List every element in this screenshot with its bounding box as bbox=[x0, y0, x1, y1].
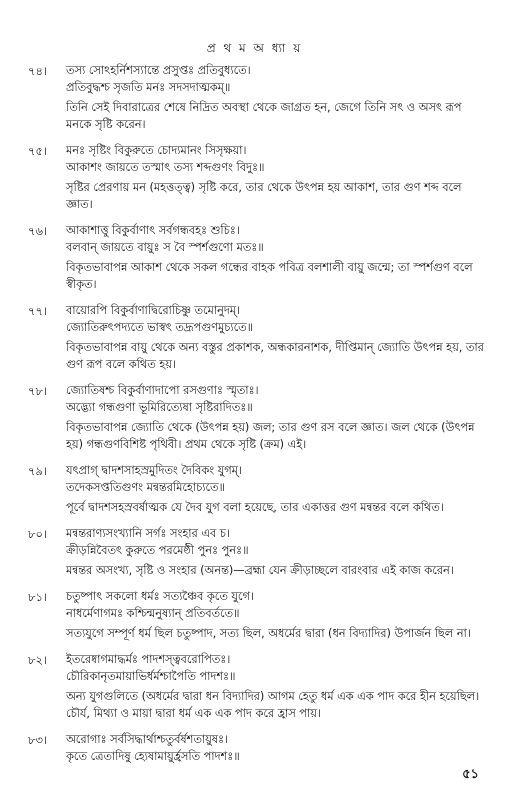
sanskrit-line: বলবান্ জায়তে বায়ুঃ স বৈ স্পর্শগুণো মতঃ॥ bbox=[66, 241, 264, 254]
verse-7 bbox=[28, 525, 488, 579]
sanskrit-line: মন্বন্তরাণ্যসংখ্যানি সর্গঃ সংহার এব চ। bbox=[66, 527, 230, 540]
verse-number: ৭৬। bbox=[28, 224, 48, 238]
bengali-translation: বিকৃতভাবাপন্ন জ্যোতি থেকে (উৎপন্ন হয়) জল; তার গুণ রস বলে জ্ঞাত। জল থেকে (উৎপন্ন হয়) গন্ধগুণবিশিষ্ট পৃথিবী। প্রথম থেকে সৃষ্টি (ক্রম) এই। bbox=[66, 421, 475, 451]
verse-8 bbox=[28, 588, 488, 642]
bengali-translation: বিকৃতভাবাপন্ন বায়ু থেকে অন্য বস্তুর প্রকাশক, অন্ধকারনাশক, দীপ্তিমান্ জ্যোতি উৎপন্ন হয়, তার গুণ রূপ বলে কথিত হয়। bbox=[66, 341, 484, 371]
sanskrit-line: প্রতিবুদ্ধশ্চ সৃজতি মনঃ সদসদাত্মকম্॥ bbox=[66, 81, 231, 94]
verse-9 bbox=[28, 651, 488, 722]
verse-body bbox=[66, 62, 488, 133]
sanskrit-line: কৃতে ত্রেতাদিষু হ্যেষামায়ুর্হ্রসতি পাদশঃ॥ bbox=[66, 750, 240, 763]
verse-body bbox=[66, 462, 488, 516]
sanskrit-line: নাধর্মেণাগমঃ কশ্চিন্মনুষ্যান্ প্রতিবর্ততে॥ bbox=[66, 607, 240, 620]
verse-body bbox=[66, 222, 488, 293]
verse-body bbox=[66, 142, 488, 213]
verse-number: ৮২। bbox=[28, 653, 48, 667]
bengali-translation: অন্য যুগগুলিতে (অধর্মের দ্বারা ধন বিদ্যাদির) আগম হেতু ধর্ম এক এক পাদ করে হীন হয়েছিল। চৌর্য, মিথ্যা ও মায়া দ্বারা ধর্ম এক এক পাদ করে হ্রাস পায়। bbox=[66, 690, 480, 720]
verse-number: ৭৮। bbox=[28, 384, 48, 398]
bengali-translation: সৃষ্টির প্রেরণায় মন (মহত্তত্ত্ব) সৃষ্টি করে, তার থেকে উৎপন্ন হয় আকাশ, তার গুণ শব্দ বলে জ্ঞাত। bbox=[66, 181, 462, 211]
verse-number: ৭৯। bbox=[28, 464, 48, 478]
bengali-translation: বিকৃতভাবাপন্ন আকাশ থেকে সকল গন্ধের বাহক পবিত্র বলশালী বায়ু জন্মে; তা স্পর্শগুণ বলে স্বীকৃত। bbox=[66, 261, 473, 291]
verse-body bbox=[66, 731, 488, 765]
bengali-translation: পূর্বে দ্বাদশসহস্রবর্ষাত্মক যে দৈব যুগ বলা হয়েছে, তার একাত্তর গুণ মন্বন্তর বলে কথিত। bbox=[66, 501, 444, 514]
verse-body bbox=[66, 588, 488, 642]
sanskrit-line: মনঃ সৃষ্টিং বিকুরুতে চোদ্যমানং সিসৃক্ষয়া। bbox=[66, 144, 247, 157]
verse-number: ৭৭। bbox=[28, 304, 48, 318]
verse-number: ৮১। bbox=[28, 590, 48, 604]
sanskrit-line: বায়োরপি বিকুর্বাণাদ্বিরোচিষ্ণু তমোনুদম্। bbox=[66, 304, 241, 317]
verse-number: ৭৪। bbox=[28, 64, 48, 78]
verse-number: ৭৫। bbox=[28, 144, 48, 158]
verse-body bbox=[66, 525, 488, 579]
verse-number: ৮০। bbox=[28, 527, 48, 541]
verse-2 bbox=[28, 142, 488, 213]
bengali-translation: সত্যযুগে সম্পূর্ণ ধর্ম ছিল চতুষ্পাদ, সত্য ছিল, অধর্মের দ্বারা (ধন বিদ্যাদির) উপার্জন ছিল না। bbox=[66, 627, 471, 640]
sanskrit-line: জ্যোতিষশ্চ বিকুর্বাণাদাপো রসগুণাঃ স্মৃতাঃ। bbox=[66, 384, 259, 397]
verse-5 bbox=[28, 382, 488, 453]
sanskrit-line: চতুষ্পাৎ সকলো ধর্মঃ সত্যঞ্চৈব কৃতে যুগে। bbox=[66, 590, 254, 603]
verse-body bbox=[66, 651, 488, 722]
sanskrit-line: তস্য সোঽহর্নিশস্যান্তে প্রসুপ্তঃ প্রতিবুধ্যতে। bbox=[66, 64, 251, 77]
sanskrit-line: আকাশং জায়তে তস্মাৎ তস্য শব্দগুণং বিদুঃ॥ bbox=[66, 161, 265, 174]
sanskrit-line: অরোগাঃ সর্বসিদ্ধার্থাশ্চতুর্বর্ষশতায়ুষঃ। bbox=[66, 733, 229, 746]
verse-1 bbox=[28, 62, 488, 133]
sanskrit-line: জ্যোতিরুৎপদ্যতে ভাস্বৎ তদ্রূপগুণমুচ্যতে॥ bbox=[66, 321, 254, 334]
sanskrit-line: তদেকসপ্ততিগুণং মন্বন্তরমিহোচ্যতে॥ bbox=[66, 481, 225, 494]
verse-body bbox=[66, 302, 488, 373]
verse-10 bbox=[28, 731, 488, 765]
sanskrit-line: চৌরিকানৃতমায়াভির্ধর্মশ্চাপৈতি পাদশঃ॥ bbox=[66, 670, 236, 683]
bengali-translation: মন্বন্তর অসংখ্য, সৃষ্টি ও সংহার (অনন্ত)—ব্রহ্মা যেন ক্রীড়াচ্ছলে বারংবার এই কাজ করেন। bbox=[66, 564, 454, 577]
sanskrit-line: আকাশাত্তু বিকুর্বাণাৎ সর্বগন্ধবহঃ শুচিঃ। bbox=[66, 224, 240, 237]
page-number: ৫১ bbox=[462, 767, 479, 782]
chapter-header: প্র থ ম অ ধ্যা য় bbox=[206, 41, 303, 55]
sanskrit-line: ইতরেষ্বাগমাদ্ধর্মঃ পাদশস্ত্ববরোপিতঃ। bbox=[66, 653, 231, 666]
bengali-translation: তিনি সেই দিবারাত্রের শেষে নিদ্রিত অবস্থা থেকে জাগ্রত হন, জেগে তিনি সৎ ও অসৎ রূপ মনকে সৃষ্টি করেন। bbox=[66, 101, 462, 131]
sanskrit-line: অদ্ভ্যো গন্ধগুণা ভূমিরিত্যেষা সৃষ্টিরাদিতঃ॥ bbox=[66, 401, 253, 414]
verse-3 bbox=[28, 222, 488, 293]
verse-list bbox=[28, 62, 488, 774]
verse-number: ৮৩। bbox=[28, 733, 48, 747]
sanskrit-line: যৎপ্রাগ্ দ্বাদশসাহস্রমুদিতং দৈবিকং যুগম্। bbox=[66, 464, 242, 477]
verse-body bbox=[66, 382, 488, 453]
verse-6 bbox=[28, 462, 488, 516]
verse-4 bbox=[28, 302, 488, 373]
sanskrit-line: ক্রীড়ন্নিবৈতৎ কুরুতে পরমেষ্ঠী পুনঃ পুনঃ॥ bbox=[66, 544, 249, 557]
